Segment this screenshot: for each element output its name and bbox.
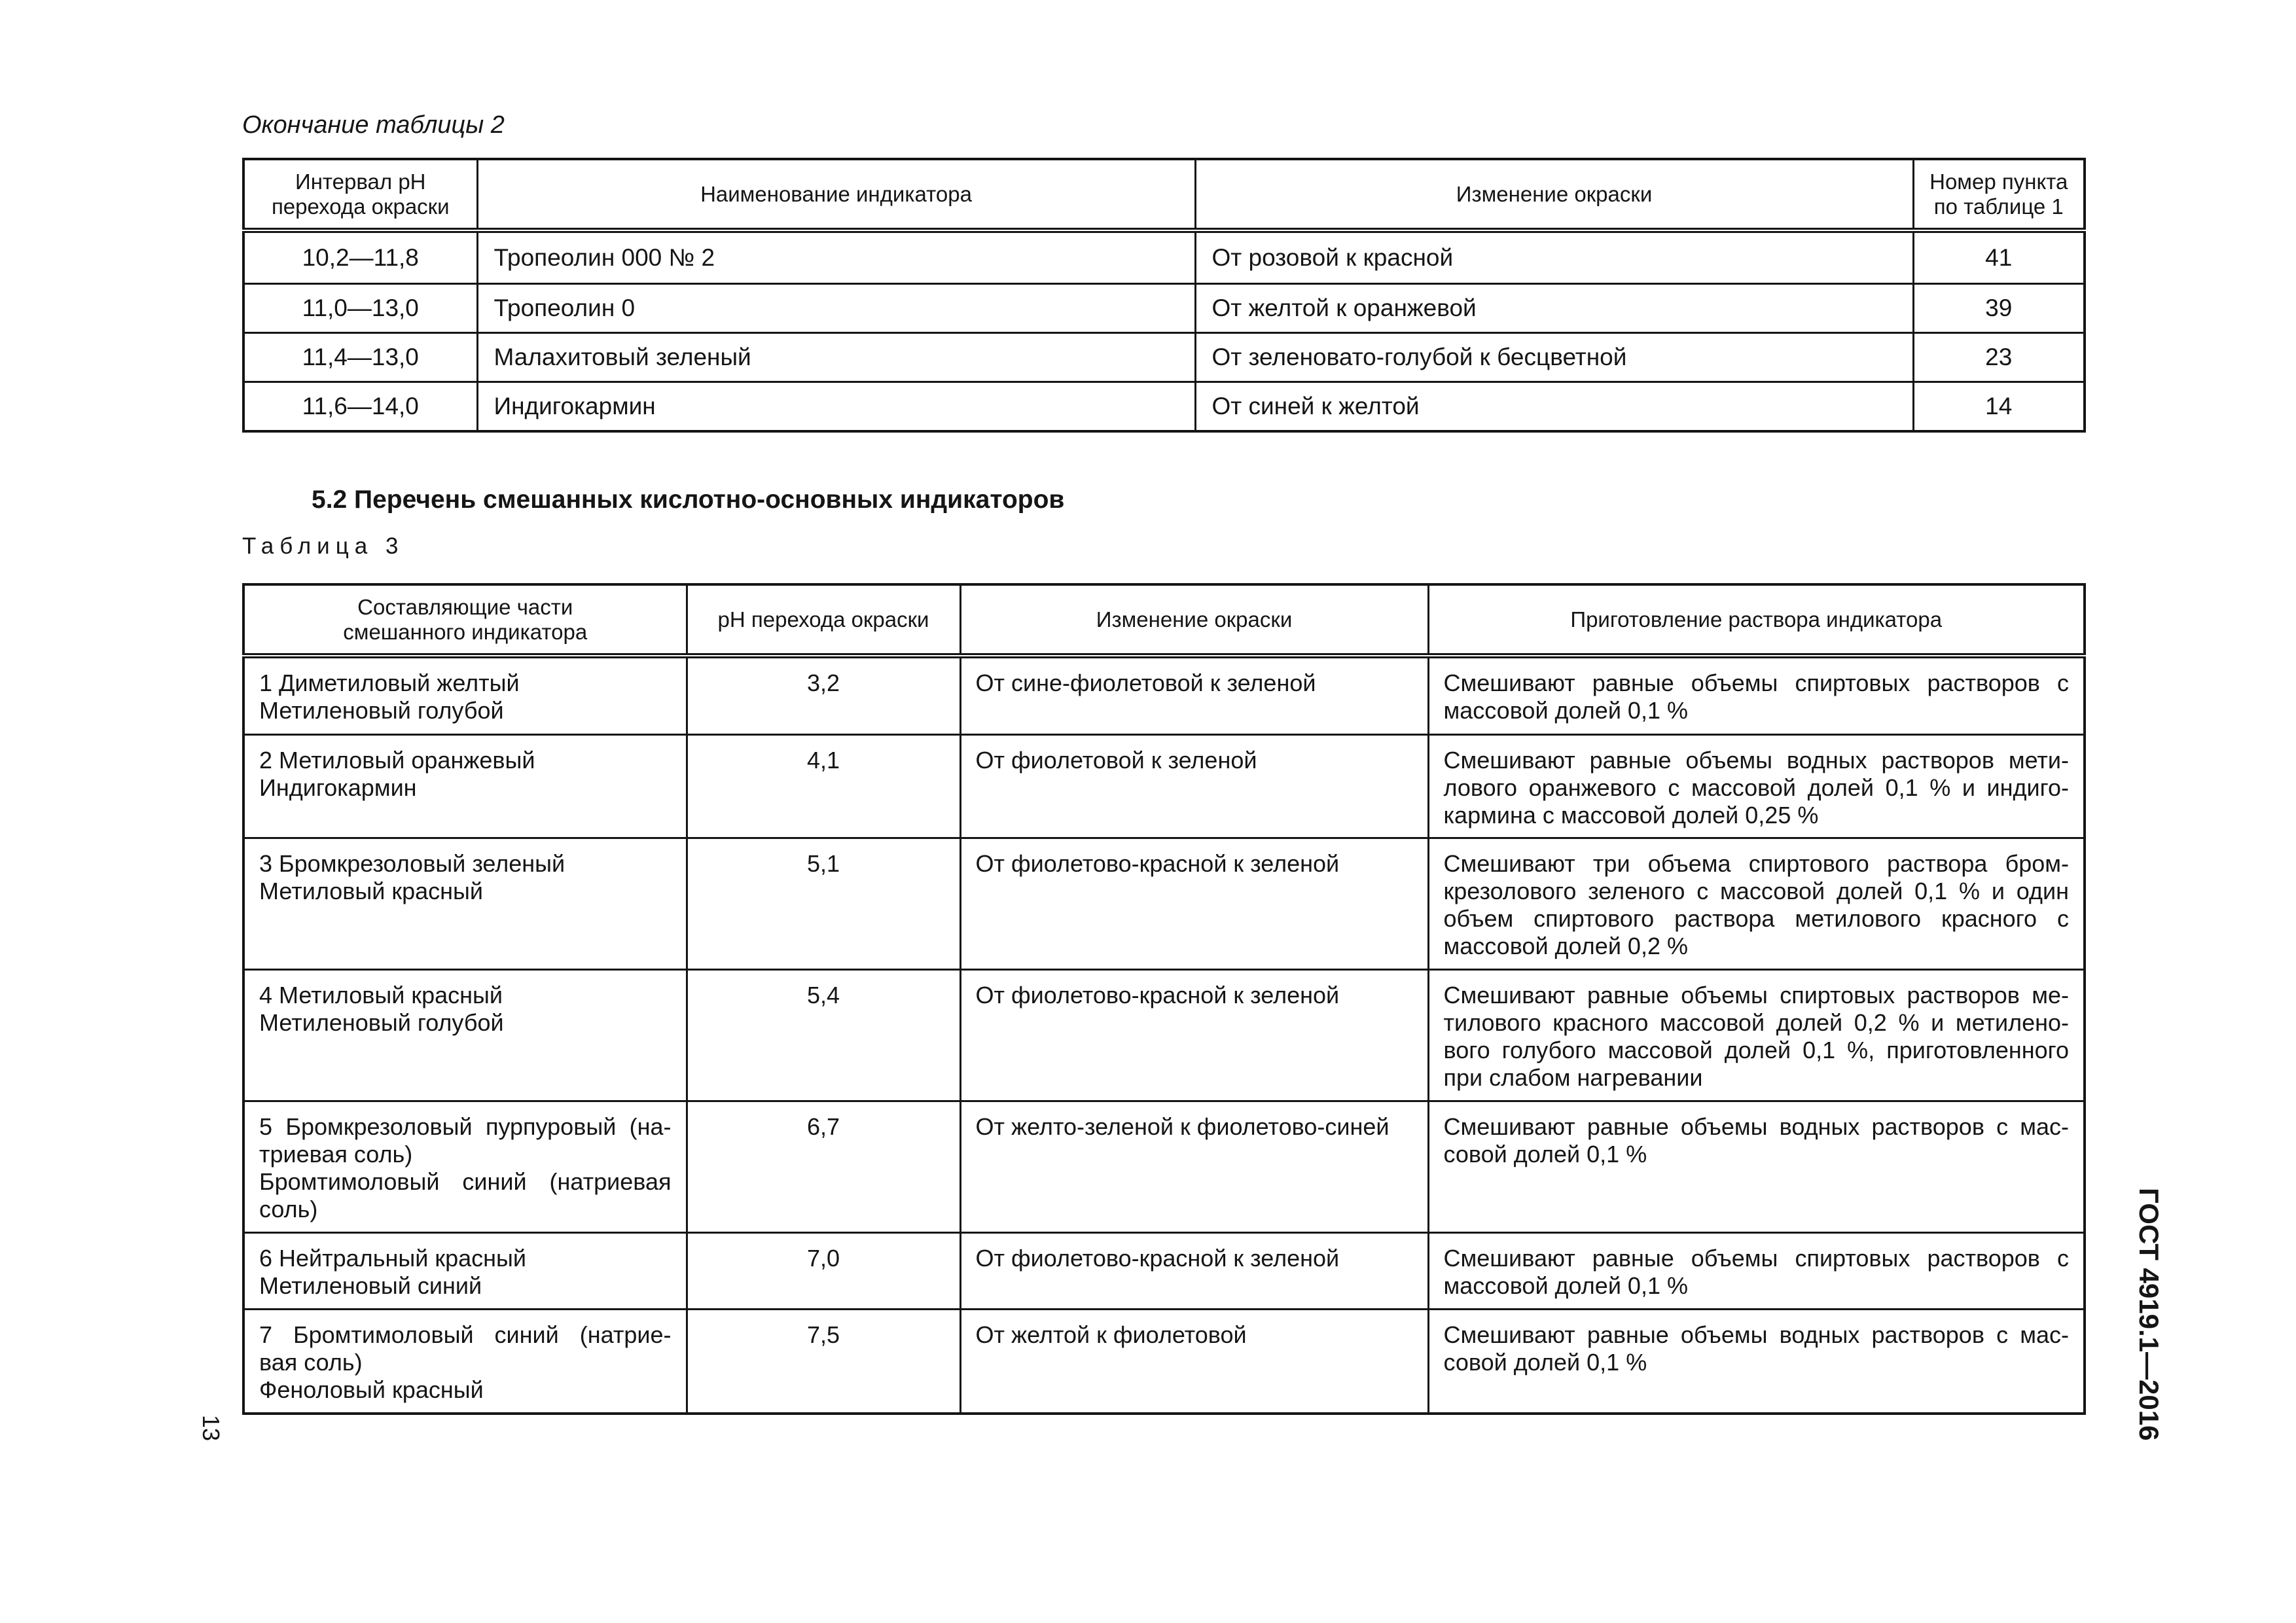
table-row xyxy=(243,1101,2085,1232)
component-name xyxy=(259,982,672,1009)
component-name xyxy=(259,774,672,802)
table-body xyxy=(243,230,2085,431)
preparation-cell xyxy=(1428,969,2085,1101)
color-change-cell: От фиолетовой к зеленой xyxy=(960,734,1428,838)
text-line: массовой долей 0,1 % xyxy=(1443,697,1688,724)
text-line: 7 Бромтимоловый синий (натрие- xyxy=(259,1321,672,1348)
ph-range-cell: 11,6—14,0 xyxy=(243,382,477,431)
color-change-cell: От фиолетово-красной к зеленой xyxy=(960,838,1428,969)
table-row xyxy=(243,283,2085,332)
item-number-cell: 23 xyxy=(1913,332,2085,382)
text-line: массовой долей 0,1 % xyxy=(1443,1272,1688,1299)
text-line: Метиленовый голубой xyxy=(259,1008,504,1036)
text-line: Феноловый красный xyxy=(259,1376,484,1403)
text-line: Смешивают равные объемы водных растворов с мас- xyxy=(1443,1321,2069,1348)
text-line: кармина с массовой долей 0,25 % xyxy=(1443,801,1819,829)
components-cell xyxy=(243,1232,687,1309)
table-row xyxy=(243,838,2085,969)
document-code: ГОСТ 4919.1—2016 xyxy=(2134,1188,2164,1441)
component-name xyxy=(259,1009,672,1037)
components-cell xyxy=(243,734,687,838)
preparation-cell xyxy=(1428,1309,2085,1414)
components-cell xyxy=(243,1101,687,1232)
table-3-caption: Таблица 3 xyxy=(242,533,404,559)
text-line: Смешивают равные объемы водных растворов с мас- xyxy=(1443,1113,2069,1140)
component-name xyxy=(259,878,672,905)
ph-cell: 7,5 xyxy=(687,1309,960,1414)
header-row xyxy=(243,584,2085,656)
indicator-name-cell: Тропеолин 000 № 2 xyxy=(477,230,1195,283)
mixed-indicator-table-3 xyxy=(242,583,2086,1415)
header-item-number: Номер пункта по таблице 1 xyxy=(1913,159,2085,230)
text-line: при слабом нагревании xyxy=(1443,1063,1703,1091)
text-line: 2 Метиловый оранжевый xyxy=(259,746,535,774)
header-row xyxy=(243,159,2085,230)
header-ph-transition: pH перехода окраски xyxy=(687,584,960,656)
components-cell xyxy=(243,1309,687,1414)
component-name xyxy=(259,669,672,697)
preparation-cell xyxy=(1428,1232,2085,1309)
ph-range-cell: 10,2—11,8 xyxy=(243,230,477,283)
component-name xyxy=(259,747,672,774)
text-line: тилового красного массовой долей 0,2 % и метилено- xyxy=(1443,1008,2069,1036)
table-body xyxy=(243,656,2085,1414)
color-change-cell: От сине-фиолетовой к зеленой xyxy=(960,656,1428,734)
text-line: вого голубого массовой долей 0,1 %, приготовленного xyxy=(1443,1036,2069,1063)
ph-cell: 5,4 xyxy=(687,969,960,1101)
page-number: 13 xyxy=(198,1415,224,1442)
text-line: совой долей 0,1 % xyxy=(1443,1348,1647,1376)
text-line: Смешивают равные объемы спиртовых растворов с xyxy=(1443,669,2069,696)
header-components: Составляющие части смешанного индикатора xyxy=(243,584,687,656)
indicator-name-cell: Тропеолин 0 xyxy=(477,283,1195,332)
text-line: соль) xyxy=(259,1195,318,1222)
ph-cell: 5,1 xyxy=(687,838,960,969)
text-line: Смешивают равные объемы водных растворов мети- xyxy=(1443,746,2069,774)
indicator-name-cell: Индигокармин xyxy=(477,382,1195,431)
text-line: 3 Бромкрезоловый зеленый xyxy=(259,849,565,877)
color-change-cell: От синей к желтой xyxy=(1195,382,1913,431)
text-line: 5 Бромкрезоловый пурпуровый (на- xyxy=(259,1113,672,1140)
text-line: Бромтимоловый синий (натриевая xyxy=(259,1168,672,1195)
text-line: Метиленовый синий xyxy=(259,1272,482,1299)
header-color-change: Изменение окраски xyxy=(960,584,1428,656)
table-row xyxy=(243,734,2085,838)
item-number-cell: 14 xyxy=(1913,382,2085,431)
table-row xyxy=(243,656,2085,734)
preparation-cell xyxy=(1428,656,2085,734)
color-change-cell: От зеленовато-голубой к бесцветной xyxy=(1195,332,1913,382)
text-line: Смешивают равные объемы спиртовых растворов с xyxy=(1443,1244,2069,1272)
ph-cell: 3,2 xyxy=(687,656,960,734)
component-name xyxy=(259,1245,672,1272)
table-header xyxy=(243,159,2085,230)
table-row xyxy=(243,332,2085,382)
text-line: объем спиртового раствора метилового красного с xyxy=(1443,904,2069,932)
header-ph-interval: Интервал pH перехода окраски xyxy=(243,159,477,230)
ph-cell: 6,7 xyxy=(687,1101,960,1232)
ph-range-cell: 11,0—13,0 xyxy=(243,283,477,332)
ph-cell: 7,0 xyxy=(687,1232,960,1309)
text-line: крезолового зеленого с массовой долей 0,1 % и один xyxy=(1443,877,2069,904)
table-row xyxy=(243,1232,2085,1309)
components-cell xyxy=(243,838,687,969)
component-name xyxy=(259,1272,672,1300)
color-change-cell: От желтой к фиолетовой xyxy=(960,1309,1428,1414)
ph-range-cell: 11,4—13,0 xyxy=(243,332,477,382)
item-number-cell: 39 xyxy=(1913,283,2085,332)
text-line: 6 Нейтральный красный xyxy=(259,1244,526,1272)
text-line: Метиленовый голубой xyxy=(259,697,504,724)
ph-cell: 4,1 xyxy=(687,734,960,838)
color-change-cell: От желто-зеленой к фиолетово-синей xyxy=(960,1101,1428,1232)
table-row xyxy=(243,382,2085,431)
table-row xyxy=(243,969,2085,1101)
color-change-cell: От желтой к оранжевой xyxy=(1195,283,1913,332)
text-line: 4 Метиловый красный xyxy=(259,981,503,1008)
component-name xyxy=(259,1376,672,1404)
table-row xyxy=(243,1309,2085,1414)
text-line: Смешивают равные объемы спиртовых растворов ме- xyxy=(1443,981,2069,1008)
text-line: совой долей 0,1 % xyxy=(1443,1140,1647,1168)
preparation-cell xyxy=(1428,734,2085,838)
preparation-cell xyxy=(1428,1101,2085,1232)
component-name xyxy=(259,1321,672,1376)
table-header xyxy=(243,584,2085,656)
text-line: массовой долей 0,2 % xyxy=(1443,932,1688,959)
component-name xyxy=(259,1168,672,1223)
color-change-cell: От фиолетово-красной к зеленой xyxy=(960,969,1428,1101)
indicator-table-2 xyxy=(242,158,2086,433)
item-number-cell: 41 xyxy=(1913,230,2085,283)
color-change-cell: От фиолетово-красной к зеленой xyxy=(960,1232,1428,1309)
indicator-name-cell: Малахитовый зеленый xyxy=(477,332,1195,382)
components-cell xyxy=(243,656,687,734)
text-line: 1 Диметиловый желтый xyxy=(259,669,520,696)
header-color-change: Изменение окраски xyxy=(1195,159,1913,230)
preparation-cell xyxy=(1428,838,2085,969)
text-line: лового оранжевого с массовой долей 0,1 % и индиго- xyxy=(1443,774,2069,801)
component-name xyxy=(259,1113,672,1168)
component-name xyxy=(259,697,672,724)
component-name xyxy=(259,850,672,878)
text-line: вая соль) xyxy=(259,1348,363,1376)
text-line: триевая соль) xyxy=(259,1140,413,1168)
text-line: Смешивают три объема спиртового раствора бром- xyxy=(1443,849,2069,877)
text-line: Метиловый красный xyxy=(259,877,484,904)
color-change-cell: От розовой к красной xyxy=(1195,230,1913,283)
header-indicator-name: Наименование индикатора xyxy=(477,159,1195,230)
table-row xyxy=(243,230,2085,283)
text-line: Индигокармин xyxy=(259,774,417,801)
table-2-caption: Окончание таблицы 2 xyxy=(242,111,505,139)
header-preparation: Приготовление раствора индикатора xyxy=(1428,584,2085,656)
components-cell xyxy=(243,969,687,1101)
section-heading: 5.2 Перечень смешанных кислотно-основных индикаторов xyxy=(312,486,1065,514)
